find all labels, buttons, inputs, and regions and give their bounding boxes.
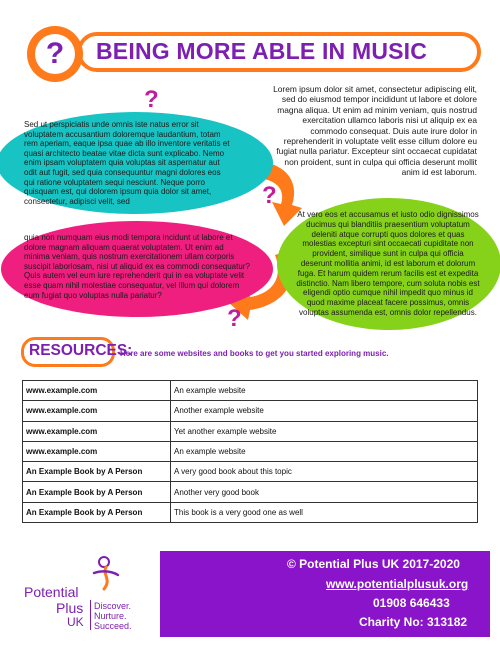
intro-paragraph: Lorem ipsum dolor sit amet, consectetur adipiscing elit, sed do eiusmod tempor incididunt ut labore et dolore magna aliqua. Ut enim ad minim veniam, quis nostrud exercitation ullamco laboris nisi ut aliquip ex ea commodo consequat. Duis aute irure dolor in reprehenderit in voluptate velit esse cillum dolore eu fugiat nulla pariatur. Excepteur sint occaecat cupidatat non proident, sunt in culpa qui officia deserunt mollit anim id est laborum. xyxy=(273,84,477,178)
question-mark-icon: ? xyxy=(227,305,242,332)
question-mark-icon: ? xyxy=(262,182,277,209)
table-row xyxy=(23,381,478,401)
resource-name[interactable]: An Example Book by A Person xyxy=(23,462,171,482)
footer-copyright: © Potential Plus UK 2017-2020 xyxy=(287,557,460,571)
logo-divider xyxy=(90,600,91,630)
logo-tagline-2: Nurture. xyxy=(94,611,127,621)
resource-name[interactable]: www.example.com xyxy=(23,381,171,401)
resource-description: An example website xyxy=(171,381,478,401)
footer-website-link[interactable]: www.potentialplusuk.org xyxy=(326,577,469,591)
table-row xyxy=(23,401,478,421)
resource-name[interactable]: www.example.com xyxy=(23,441,171,461)
resources-table xyxy=(22,380,478,523)
table-row xyxy=(23,441,478,461)
table-row xyxy=(23,482,478,502)
logo-tagline-3: Succeed. xyxy=(94,621,132,631)
resource-name[interactable]: An Example Book by A Person xyxy=(23,482,171,502)
footer-phone: 01908 646433 xyxy=(373,596,450,610)
table-row xyxy=(23,462,478,482)
resources-subtitle: Here are some websites and books to get you started exploring music. xyxy=(120,349,389,358)
resources-title: RESOURCES: xyxy=(29,342,133,359)
resource-description: A very good book about this topic xyxy=(171,462,478,482)
table-row xyxy=(23,502,478,522)
pink-paragraph: quia non numquam eius modi tempora incidunt ut labore et dolore magnam aliquam quaerat voluptatem. Ut enim ad minima veniam, quis nostrum exercitationem ullam corporis suscipit laboriosam, nisi ut aliquid ex ea commodi consequatur? Quis autem vel eum iure reprehenderit qui in ea voluptate velit esse quam nihil molestiae consequatur, vel illum qui dolorem eum fugiat quo voluptas nulla pariatur? xyxy=(24,233,250,300)
resource-name[interactable]: www.example.com xyxy=(23,401,171,421)
green-paragraph: At vero eos et accusamus et iusto odio dignissimos ducimus qui blanditiis praesentium voluptatum deleniti atque corrupti quos dolores et quas molestias excepturi sint occaecati cupiditate non provident, similique sunt in culpa qui officia deserunt mollitia animi, id est laborum et dolorum fuga. Et harum quidem rerum facilis est et expedita distinctio. Nam libero tempore, cum soluta nobis est eligendi optio cumque nihil impedit quo minus id quod maxime placeat facere possimus, omnis voluptas assumenda est, omnis dolor repellendus. xyxy=(296,210,480,317)
logo-text-line3: UK xyxy=(67,615,84,629)
teal-paragraph: Sed ut perspiciatis unde omnis iste natus error sit voluptatem accusantium doloremque laudantium, totam rem aperiam, eaque ipsa quae ab illo inventore veritatis et quasi architecto beatae vitae dicta sunt explicabo. Nemo enim ipsam voluptatem quia voluptas sit aspernatur aut odit aut fugit, sed quia consequuntur magni dolores eos qui ratione voluptatem sequi nesciunt. Neque porro quisquam est, qui dolorem ipsum quia dolor sit amet, consectetur, adipisci velit, sed xyxy=(24,120,230,206)
resource-description: An example website xyxy=(171,441,478,461)
resource-name[interactable]: An Example Book by A Person xyxy=(23,502,171,522)
resource-description: Another very good book xyxy=(171,482,478,502)
question-mark-icon: ? xyxy=(144,86,159,113)
resource-description: This book is a very good one as well xyxy=(171,502,478,522)
logo-text-line1: Potential xyxy=(24,584,79,600)
table-row xyxy=(23,421,478,441)
resource-description: Another example website xyxy=(171,401,478,421)
resource-description: Yet another example website xyxy=(171,421,478,441)
logo-text-line2: Plus xyxy=(56,600,84,616)
logo-tagline-1: Discover. xyxy=(94,601,132,611)
potential-plus-logo-icon xyxy=(88,553,128,593)
resource-name[interactable]: www.example.com xyxy=(23,421,171,441)
footer-charity-number: Charity No: 313182 xyxy=(359,615,468,629)
page-title: BEING MORE ABLE IN MUSIC xyxy=(96,38,428,64)
question-mark-icon: ? xyxy=(35,34,75,74)
